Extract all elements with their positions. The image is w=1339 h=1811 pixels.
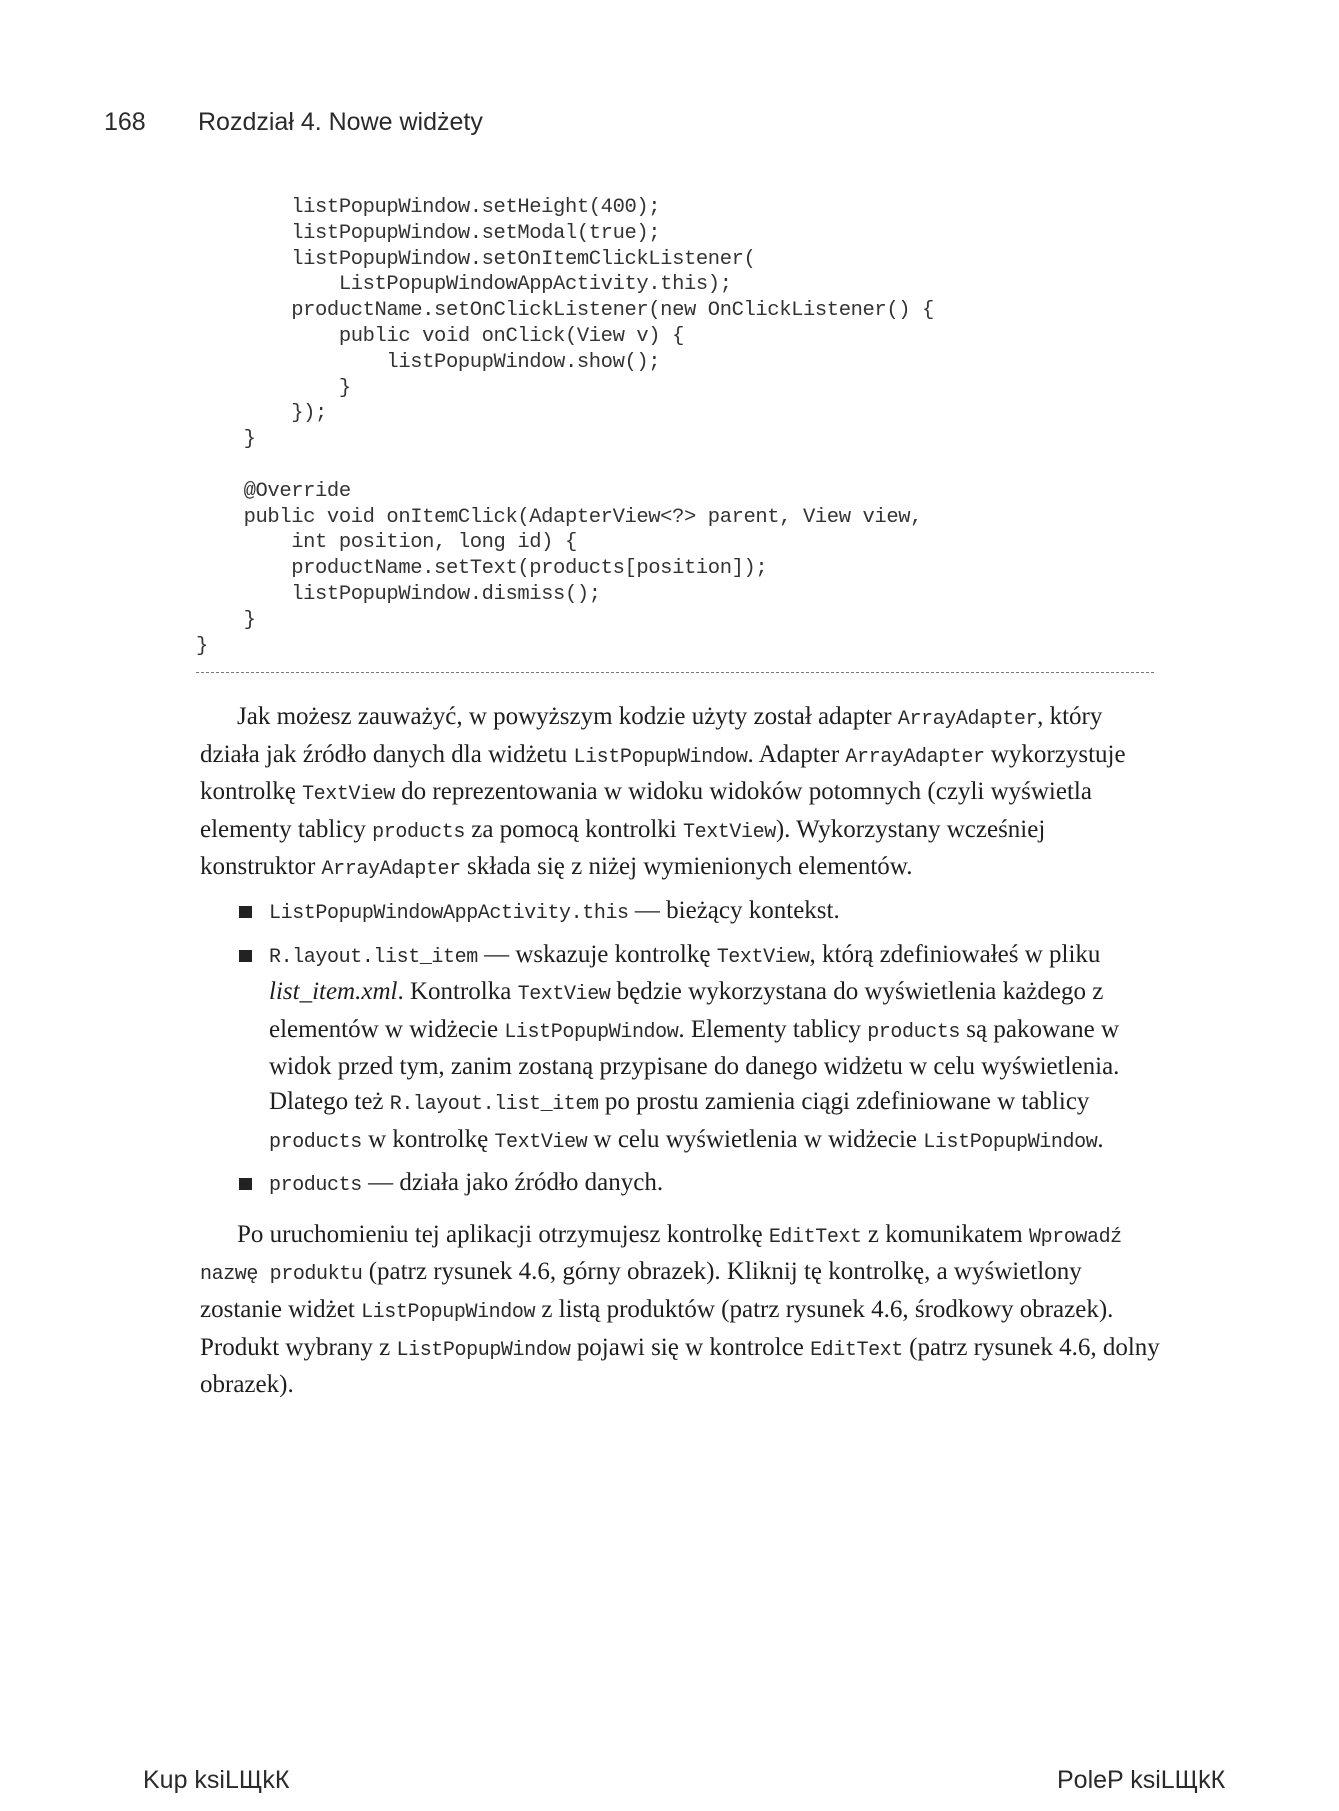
page-header (104, 108, 483, 137)
code-line: public void onItemClick(AdapterView<?> parent, View view, (196, 505, 923, 529)
italic-filename: list_item.xml (269, 978, 398, 1006)
page-number: 168 (104, 108, 146, 136)
text-run: , który działa jak źródło danych dla widżetu (200, 703, 1103, 768)
code-line: productName.setOnClickListener(new OnClickListener() { (196, 299, 934, 323)
inline-code: ListPopupWindowAppActivity.this (269, 901, 629, 925)
code-line: @Override (196, 479, 351, 503)
inline-code: TextView (682, 820, 776, 844)
inline-code: ListPopupWindow (573, 745, 748, 769)
code-separator (196, 672, 1154, 673)
inline-code: products (269, 1130, 362, 1154)
text-run: . Adapter (747, 740, 846, 768)
code-line: listPopupWindow.setHeight(400); (196, 196, 661, 219)
list-item (269, 938, 1160, 1161)
inline-code: EditText (810, 1338, 903, 1362)
inline-code: R.layout.list_item (389, 1092, 599, 1116)
constructor-params-list (200, 894, 1160, 1204)
inline-code: products (867, 1020, 961, 1044)
list-item (269, 894, 1160, 932)
list-item (269, 1166, 1160, 1204)
inline-code: ListPopupWindow (504, 1020, 679, 1044)
text-run: . (1097, 1125, 1104, 1153)
code-line: }); (196, 402, 327, 426)
text-run: składa się z niżej wymienionych elementów. (460, 853, 913, 881)
text-run: — wskazuje kontrolkę (477, 940, 717, 968)
inline-code: ArrayAdapter (321, 858, 461, 882)
text-run: po prostu zamienia ciągi zdefiniowane w tablicy (598, 1087, 1090, 1115)
inline-code: TextView (302, 783, 395, 807)
body-text (200, 700, 1160, 1403)
inline-code: TextView (517, 983, 611, 1007)
code-line (196, 453, 1154, 479)
code-line: int position, long id) { (196, 531, 577, 555)
inline-code: products (372, 820, 465, 844)
inline-code: TextView (716, 945, 810, 969)
text-run: — działa jako źródło danych. (361, 1169, 664, 1197)
text-run: (patrz rysunek 4.6, górny obrazek). Kliknij tę kontrolkę, a wyświetlony zostanie widżet (200, 1258, 1082, 1323)
text-run: wykorzystuje kontrolkę (200, 740, 1126, 806)
inline-code: Wprowadź nazwę produktu (200, 1225, 1122, 1287)
inline-code: TextView (494, 1130, 588, 1154)
text-run: , którą zdefiniowałeś w pliku (809, 940, 1101, 968)
square-bullet-icon (239, 950, 252, 962)
code-line: listPopupWindow.show(); (196, 350, 661, 374)
code-line: public void onClick(View v) { (196, 324, 684, 348)
code-line: productName.setText(products[position]); (196, 557, 768, 581)
text-run: — bieżący kontekst. (628, 896, 840, 924)
code-line: ListPopupWindowAppActivity.this); (196, 273, 732, 297)
text-run: z listą produktów (patrz rysunek 4.6, środkowy obrazek). Produkt wybrany z (200, 1295, 1114, 1361)
text-run: z komunikatem (861, 1220, 1029, 1248)
text-run: za pomocą kontrolki (464, 815, 683, 843)
code-line: } (196, 634, 208, 658)
text-run: Po uruchomieniu tej aplikacji otrzymujesz kontrolkę (237, 1220, 769, 1248)
inline-code: ListPopupWindow (923, 1130, 1098, 1154)
text-run: . Elementy tablicy (678, 1015, 868, 1043)
inline-code: ArrayAdapter (845, 745, 985, 769)
code-line: } (196, 608, 256, 632)
paragraph-app-run (200, 1218, 1160, 1403)
square-bullet-icon (239, 906, 252, 918)
inline-code: products (269, 1174, 362, 1198)
text-run: w kontrolkę (361, 1125, 495, 1153)
inline-code: ListPopupWindow (361, 1300, 536, 1324)
code-listing (196, 195, 1154, 659)
paragraph-array-adapter (200, 700, 1160, 888)
text-run: w celu wyświetlenia w widżecie (587, 1125, 924, 1153)
inline-code: R.layout.list_item (269, 945, 478, 969)
footer-recommend-book-link[interactable]: PoleP ksiLЩkК (1057, 1766, 1226, 1794)
inline-code: ArrayAdapter (897, 708, 1038, 731)
text-run: pojawi się w kontrolce (570, 1333, 811, 1361)
text-run: będzie wykorzystana do wyświetlenia każdego z elementów w widżecie (269, 978, 1104, 1043)
code-line: listPopupWindow.dismiss(); (196, 582, 601, 606)
text-run: (patrz rysunek 4.6, dolny obrazek). (200, 1333, 1160, 1399)
text-run: Jak możesz zauważyć, w powyższym kodzie użyty został adapter (237, 703, 898, 730)
code-line: listPopupWindow.setOnItemClickListener( (196, 247, 756, 271)
chapter-title: Rozdział 4. Nowe widżety (198, 108, 483, 136)
footer-buy-book-link[interactable]: Kup ksiLЩkК (143, 1766, 290, 1794)
inline-code: ListPopupWindow (396, 1338, 571, 1362)
inline-code: EditText (768, 1225, 862, 1249)
square-bullet-icon (239, 1178, 252, 1190)
text-run: do reprezentowania w widoku widoków potomnych (czyli wyświetla elementy tablicy (200, 778, 1092, 843)
code-line: } (196, 376, 351, 400)
text-run: ). Wykorzystany wcześniej konstruktor (200, 815, 1046, 881)
text-run: są pakowane w widok przed tym, zanim zostaną przypisane do danego widżetu w celu wyświetlenia. Dlatego też (269, 1015, 1120, 1115)
code-line: } (196, 428, 256, 452)
text-run: . Kontrolka (397, 978, 518, 1006)
code-line: listPopupWindow.setModal(true); (196, 221, 661, 245)
